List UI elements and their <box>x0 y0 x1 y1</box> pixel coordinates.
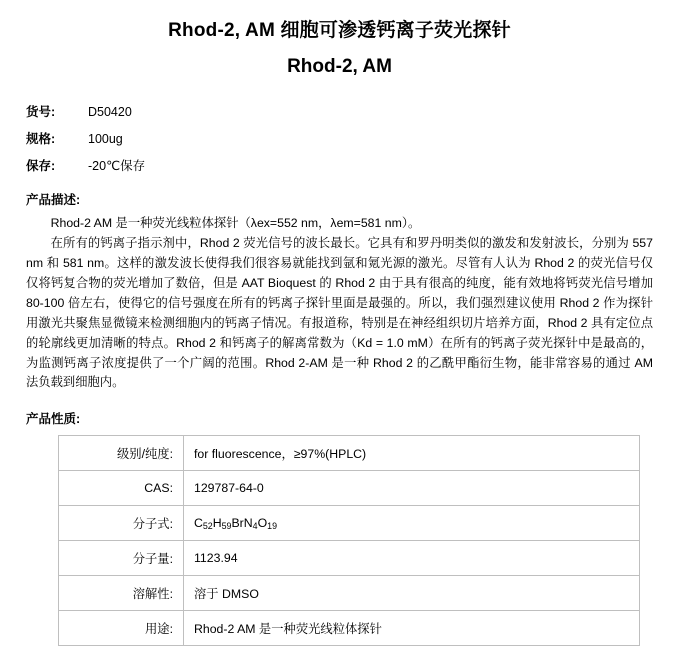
table-row <box>59 506 640 541</box>
property-name-solubility: 溶解性: <box>59 576 184 611</box>
property-value-formula: $C_{52}H_{59}BrN_4O_{19}$ <box>184 506 640 541</box>
meta-value-size: 100ug <box>88 132 123 147</box>
property-value-cas: 129787-64-0 <box>184 471 640 506</box>
meta-value-catalog: D50420 <box>88 105 132 120</box>
meta-label-catalog: 货号: <box>26 105 56 120</box>
page-title: Rhod-2, AM 细胞可渗透钙离子荧光探针 <box>168 20 511 41</box>
table-row <box>59 436 640 471</box>
section-heading-properties: 产品性质: <box>26 412 81 427</box>
meta-row-size <box>26 129 657 147</box>
meta-row-storage <box>26 156 657 174</box>
property-name-grade-purity: 级别/纯度: <box>59 436 184 471</box>
table-row <box>59 576 640 611</box>
table-row <box>59 541 640 576</box>
property-name-application: 用途: <box>59 611 184 646</box>
property-name-cas: CAS: <box>59 471 184 506</box>
property-name-formula: 分子式: <box>59 506 184 541</box>
title-block <box>22 18 657 80</box>
meta-row-catalog <box>26 102 657 120</box>
section-heading-description: 产品描述: <box>26 193 81 208</box>
description-paragraph-1: Rhod-2 AM 是一种荧光线粒体探针（λex=552 nm，λem=581 nm）。 <box>50 216 421 231</box>
property-value-grade-purity: for fluorescence，≥97%(HPLC) <box>184 436 640 471</box>
property-value-solubility: 溶于 DMSO <box>184 576 640 611</box>
meta-value-storage: -20℃保存 <box>88 159 146 174</box>
property-name-molecular-weight: 分子量: <box>59 541 184 576</box>
product-meta <box>26 102 657 174</box>
meta-label-storage: 保存: <box>26 159 56 174</box>
description-paragraph-2: 在所有的钙离子指示剂中，Rhod 2 荧光信号的波长最长。它具有和罗丹明类似的激发和发射波长，分别为 557 nm 和 581 nm。这样的激发波长使得我们很容易就能找到氩和氪光源的激光。尽管有人认为 Rhod 2 的荧光信号仅仅将钙复合物的荧光增加了数倍，但是 AAT Bioquest 的 Rhod 2 由于具有很高的纯度，能有效地将钙荧光信号增加 80-100 倍左右，使得它的信号强度在所有的钙离子探针里面是最强的。所以，我们强烈建议使用 Rhod 2 作为探针用激光共聚焦显微镜来检测细胞内的钙离子情况。有报道称，特别是在神经组织切片培养方面，Rhod 2 具有定位点的轮廓线更加清晰的特点。Rhod 2 和钙离子的解离常数为（Kd = 1.0 mM）在所有的钙离子荧光探针中是最高的，为监测钙离子浓度提供了一个广阔的范围。Rhod 2-AM 是一种 Rhod 2 的乙酰甲酯衍生物，能非常容易的通过 AM 法负载到细胞内。 <box>26 236 653 390</box>
page-subtitle: Rhod-2, AM <box>287 55 392 77</box>
properties-table-body <box>59 436 640 646</box>
product-description <box>26 214 653 393</box>
table-row <box>59 471 640 506</box>
table-row <box>59 611 640 646</box>
properties-table <box>58 435 640 646</box>
meta-label-size: 规格: <box>26 132 56 147</box>
property-value-application: Rhod-2 AM 是一种荧光线粒体探针 <box>184 611 640 646</box>
property-value-molecular-weight: 1123.94 <box>184 541 640 576</box>
